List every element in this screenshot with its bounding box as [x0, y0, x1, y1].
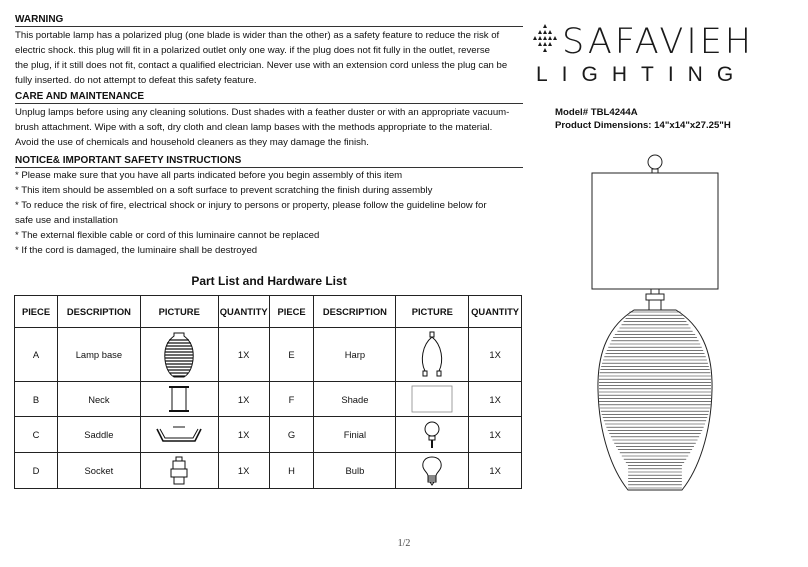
dimensions-line [555, 120, 731, 131]
lamp-base-icon [140, 328, 218, 382]
col-header: PICTURE [140, 296, 218, 328]
col-header: DESCRIPTION [314, 296, 396, 328]
warning-line: fully inserted. do not attempt to defeat this safety feature. [15, 75, 257, 86]
model-value: TBL4244A [590, 107, 638, 118]
harp-icon [396, 328, 469, 382]
brand-sub: LIGHTING [536, 63, 748, 86]
description-cell: Finial [314, 417, 396, 453]
quantity-cell: 1X [469, 328, 522, 382]
table-row [15, 453, 522, 489]
finial-icon [396, 417, 469, 453]
quantity-cell: 1X [469, 453, 522, 489]
piece-cell: A [15, 328, 58, 382]
notice-text [15, 168, 525, 258]
description-cell: Bulb [314, 453, 396, 489]
notice-line: * Please make sure that you have all parts indicated before you begin assembly of this item [15, 170, 403, 181]
description-cell: Neck [58, 382, 141, 417]
quantity-cell: 1X [218, 328, 269, 382]
warning-line: the plug, if it still does not fit, contact a qualified electrician. Never use with an extension cord unless the plug can be [15, 60, 508, 71]
piece-cell: D [15, 453, 58, 489]
piece-cell: G [269, 417, 314, 453]
piece-cell: E [269, 328, 314, 382]
brand-name: SAFAVIEH [562, 22, 755, 62]
dimensions-label: Product Dimensions: [555, 120, 652, 131]
notice-line: * This item should be assembled on a soft surface to prevent scratching the finish during assembly [15, 185, 433, 196]
model-label: Model# [555, 107, 589, 118]
col-header: PIECE [269, 296, 314, 328]
col-header: PIECE [15, 296, 58, 328]
care-heading: CARE AND MAINTENANCE [15, 91, 523, 104]
description-cell: Socket [58, 453, 141, 489]
piece-cell: C [15, 417, 58, 453]
care-line: Unplug lamps before using any cleaning solutions. Dust shades with a feather duster or with an appropriate vacuum- [15, 107, 510, 118]
dimensions-value: 14"x14"x27.25"H [654, 120, 731, 131]
care-line: Avoid the use of chemicals and household cleaners as they may damage the finish. [15, 137, 369, 148]
notice-line: * If the cord is damaged, the luminaire shall be destroyed [15, 245, 258, 256]
warning-heading: WARNING [15, 14, 523, 27]
table-row [15, 382, 522, 417]
description-cell: Saddle [58, 417, 141, 453]
col-header: PICTURE [396, 296, 469, 328]
description-cell: Shade [314, 382, 396, 417]
notice-line: safe use and installation [15, 215, 118, 226]
quantity-cell: 1X [218, 453, 269, 489]
piece-cell: B [15, 382, 58, 417]
col-header: QUANTITY [469, 296, 522, 328]
shade-icon [396, 382, 469, 417]
description-cell: Harp [314, 328, 396, 382]
quantity-cell: 1X [218, 417, 269, 453]
warning-line: electric shock. this plug will fit in a polarized outlet only one way. if the plug does not fit fully in the outlet, reverse [15, 45, 490, 56]
piece-cell: H [269, 453, 314, 489]
quantity-cell: 1X [218, 382, 269, 417]
piece-cell: F [269, 382, 314, 417]
quantity-cell: 1X [469, 382, 522, 417]
table-row [15, 328, 522, 382]
warning-text [15, 28, 525, 88]
neck-icon [140, 382, 218, 417]
model-line [555, 107, 638, 118]
saddle-icon [140, 417, 218, 453]
table-header-row [15, 296, 522, 328]
care-line: brush attachment. Wipe with a soft, dry cloth and clean lamp bases with the methods appropriate to the material. [15, 122, 493, 133]
notice-line: * To reduce the risk of fire, electrical shock or injury to persons or property, please follow the guideline below for [15, 200, 487, 211]
parts-title: Part List and Hardware List [191, 274, 347, 288]
brand-logo-icon [530, 22, 560, 58]
description-cell: Lamp base [58, 328, 141, 382]
notice-line: * The external flexible cable or cord of this luminaire cannot be replaced [15, 230, 320, 241]
warning-line: This portable lamp has a polarized plug (one blade is wider than the other) as a safety feature to reduce the risk of [15, 30, 500, 41]
table-row [15, 417, 522, 453]
col-header: DESCRIPTION [58, 296, 141, 328]
page-number: 1/2 [397, 538, 411, 549]
col-header: QUANTITY [218, 296, 269, 328]
parts-table [14, 295, 522, 489]
bulb-icon [396, 453, 469, 489]
notice-heading: NOTICE& IMPORTANT SAFETY INSTRUCTIONS [15, 155, 523, 168]
quantity-cell: 1X [469, 417, 522, 453]
socket-icon [140, 453, 218, 489]
lamp-illustration [590, 150, 720, 530]
care-text [15, 105, 525, 150]
